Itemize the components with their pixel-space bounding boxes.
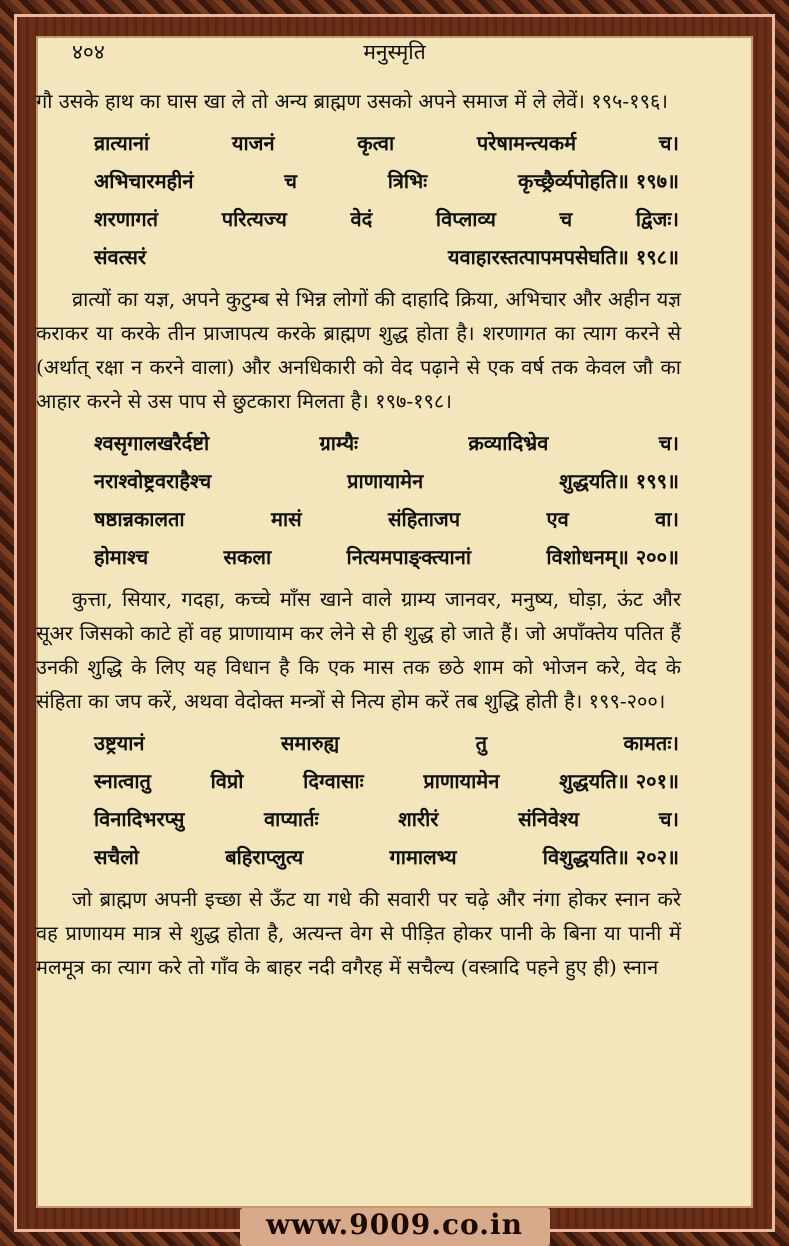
verse-word: वेदं bbox=[350, 207, 373, 231]
verse-word: अभिचारमहीनं bbox=[94, 169, 194, 193]
verse-word: द्विजः। bbox=[635, 207, 679, 231]
verse-line bbox=[94, 800, 679, 838]
verse-line bbox=[94, 124, 679, 162]
page-title: मनुस्मृति bbox=[363, 40, 426, 64]
verse-line bbox=[94, 724, 679, 762]
verse-line bbox=[94, 238, 679, 276]
verse-word: विनादिभरप्सु bbox=[94, 807, 185, 831]
verse-word: तु bbox=[475, 731, 488, 755]
verse-word: च। bbox=[658, 431, 679, 455]
verse-line bbox=[94, 200, 679, 238]
paragraph-4: जो ब्राह्मण अपनी इच्छा से ऊँट या गधे की सवारी पर चढ़े और नंगा होकर स्नान करे वह प्राणायम मात्र से शुद्ध होता है, अत्यन्त वेग से पीड़ित होकर पानी के बिना या पानी में मलमूत्र का त्याग करे तो गाँव के बाहर नदी वगैरह में सचैल्य (वस्त्रादि पहने हुए ही) स्नान bbox=[36, 887, 681, 979]
verse-word: शारीरं bbox=[398, 807, 439, 831]
verse-word: होमाश्च bbox=[94, 545, 149, 569]
verse-line bbox=[94, 538, 679, 576]
verse-word: विप्लाव्य bbox=[435, 207, 496, 231]
page-content bbox=[36, 84, 681, 984]
paragraph-3: कुत्ता, सियार, गदहा, कच्चे माँस खाने वाले ग्राम्य जानवर, मनुष्य, घोड़ा, ऊंट और सूअर जिसको काटे हों वह प्राणायाम कर लेने से ही शुद्ध हो जाते हैं। जो अपाँक्तेय पतित हैं उनकी शुद्धि के लिए यह विधान है कि एक मास तक छठे शाम को भोजन करे, वेद के संहिता का जप करें, अथवा वेदोक्त मन्त्रों से नित्य होम करें तब शुद्धि होती है। १९९-२००। bbox=[36, 587, 681, 713]
verse-word: उष्ट्रयानं bbox=[94, 731, 145, 755]
verse-word: त्रिभिः bbox=[387, 169, 428, 193]
paragraph-2: व्रात्यों का यज्ञ, अपने कुटुम्ब से भिन्न लोगों की दाहादि क्रिया, अभिचार और अहीन यज्ञ कराकर या करके तीन प्राजापत्य करके ब्राह्मण शुद्ध होता है। शरणागत का त्याग करने से (अर्थात् रक्षा न करने वाला) और अनधिकारी को वेद पढ़ाने से एक वर्ष तक केवल जौ का आहार करने से उस पाप से छुटकारा मिलता है। १९७-१९८। bbox=[36, 287, 681, 413]
verse-word: याजनं bbox=[231, 131, 275, 155]
verse-word: विप्रो bbox=[210, 769, 244, 793]
verse-word: क्रव्यादिभ्रेव bbox=[468, 431, 549, 455]
verse-word: एव bbox=[546, 507, 569, 531]
verse-line bbox=[94, 462, 679, 500]
verse-word: समारुह्य bbox=[280, 731, 340, 755]
verse-word: वाप्यार्तः bbox=[264, 807, 319, 831]
website-text: www.9009.co.in bbox=[266, 1208, 523, 1241]
verse-word: यवाहारस्तत्पापमपसेघति॥ १९८॥ bbox=[447, 245, 679, 269]
verse-word: च। bbox=[658, 131, 679, 155]
verse-word: प्राणायामेन bbox=[423, 769, 500, 793]
verse-line bbox=[94, 500, 679, 538]
verse-block-1 bbox=[94, 124, 679, 276]
verse-word: स्नात्वातु bbox=[94, 769, 151, 793]
verse-word: षष्ठान्नकालता bbox=[94, 507, 185, 531]
verse-line bbox=[94, 162, 679, 200]
verse-word: नराश्वोष्ट्रवराहैश्च bbox=[94, 469, 212, 493]
website-url[interactable] bbox=[0, 1208, 789, 1246]
verse-word: कृत्वा bbox=[357, 131, 395, 155]
verse-word: गामालभ्य bbox=[389, 845, 457, 869]
verse-word: परेषामन्त्यकर्म bbox=[476, 131, 577, 155]
verse-word: शुद्धयति॥ २०१॥ bbox=[559, 769, 679, 793]
verse-word: प्राणायामेन bbox=[347, 469, 424, 493]
verse-line bbox=[94, 762, 679, 800]
verse-word: संनिवेश्य bbox=[518, 807, 580, 831]
verse-word: संवत्सरं bbox=[94, 245, 147, 269]
verse-block-3 bbox=[94, 724, 679, 876]
verse-word: च bbox=[559, 207, 573, 231]
verse-block-2 bbox=[94, 424, 679, 576]
verse-word: बहिराप्लुत्य bbox=[225, 845, 304, 869]
verse-word: नित्यमपाङ्क्त्यानां bbox=[346, 545, 472, 569]
verse-word: परित्यज्य bbox=[221, 207, 287, 231]
verse-word: शरणागतं bbox=[94, 207, 159, 231]
verse-line bbox=[94, 424, 679, 462]
verse-word: सकला bbox=[223, 545, 272, 569]
verse-word: व्रात्यानां bbox=[94, 131, 150, 155]
verse-line bbox=[94, 838, 679, 876]
verse-word: च। bbox=[658, 807, 679, 831]
verse-word: दिग्वासाः bbox=[303, 769, 364, 793]
verse-word: संहिताजप bbox=[388, 507, 461, 531]
verse-word: कामतः। bbox=[623, 731, 679, 755]
verse-word: श्वसृगालखरैर्दष्टो bbox=[94, 431, 210, 455]
verse-word: मासं bbox=[270, 507, 302, 531]
verse-word: कृच्छ्रैर्व्यपोहति॥ १९७॥ bbox=[517, 169, 679, 193]
verse-word: वा। bbox=[655, 507, 679, 531]
verse-word: शुद्धयति॥ १९९॥ bbox=[559, 469, 679, 493]
page-number: ४०४ bbox=[72, 40, 105, 64]
paragraph-1: गौ उसके हाथ का घास खा ले तो अन्य ब्राह्मण उसको अपने समाज में ले लेवें। १९५-१९६। bbox=[36, 89, 668, 113]
verse-word: विशोधनम्॥ २००॥ bbox=[546, 545, 679, 569]
page-header bbox=[36, 38, 753, 68]
verse-word: विशुद्धयति॥ २०२॥ bbox=[542, 845, 679, 869]
verse-word: ग्राम्यैः bbox=[319, 431, 359, 455]
verse-word: च bbox=[284, 169, 297, 193]
verse-word: सचैलो bbox=[94, 845, 139, 869]
